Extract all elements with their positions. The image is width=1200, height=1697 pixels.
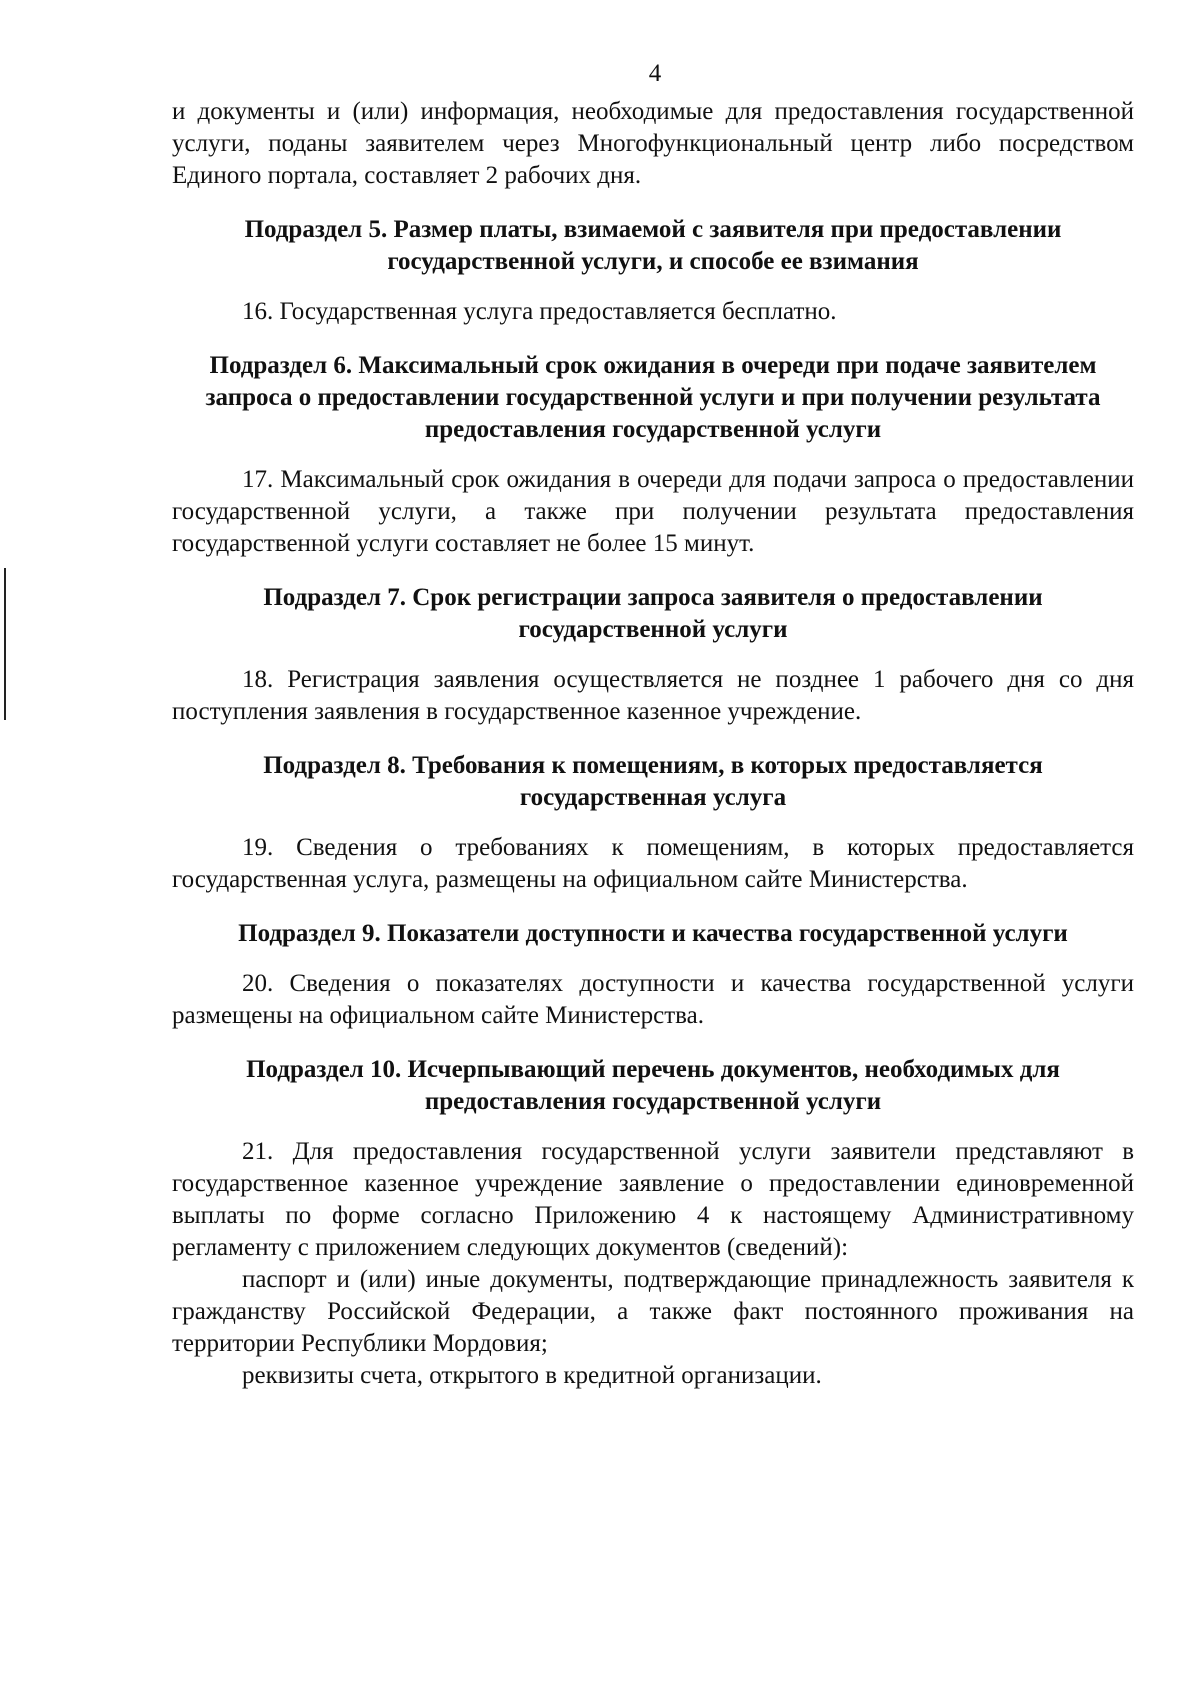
intro-paragraph: и документы и (или) информация, необходимые для предоставления государственной услуги, поданы заявителем через Многофункциональный центр либо посредством Единого портала, составляет 2 рабочих дня. [172, 98, 1134, 189]
paragraph-19: 19. Сведения о требованиях к помещениям, в которых предоставляется государственная услуга, размещены на официальном сайте Министерства. [172, 834, 1134, 893]
section-5-heading: Подраздел 5. Размер платы, взимаемой с заявителя при предоставлении государственной услуги, и способе ее взимания [244, 216, 1062, 275]
document-body [172, 96, 1134, 1392]
document-list-item: реквизиты счета, открытого в кредитной организации. [242, 1362, 822, 1389]
section-8-heading: Подраздел 8. Требования к помещениям, в которых предоставляется государственная услуга [263, 752, 1043, 811]
paragraph-18: 18. Регистрация заявления осуществляется не позднее 1 рабочего дня со дня поступления заявления в государственное казенное учреждение. [172, 666, 1134, 725]
document-list-item: паспорт и (или) иные документы, подтверждающие принадлежность заявителя к гражданству Российской Федерации, а также факт постоянного проживания на территории Республики Мордовия; [172, 1266, 1134, 1357]
paragraph-21: 21. Для предоставления государственной услуги заявители представляют в государственное казенное учреждение заявление о предоставлении единовременной выплаты по форме согласно Приложению 4 к настоящему Административному регламенту с приложением следующих документов (сведений): [172, 1138, 1134, 1261]
paragraph-20: 20. Сведения о показателях доступности и качества государственной услуги размещены на официальном сайте Министерства. [172, 970, 1134, 1029]
margin-mark [4, 568, 6, 720]
section-9-heading: Подраздел 9. Показатели доступности и качества государственной услуги [238, 920, 1068, 947]
section-10-heading: Подраздел 10. Исчерпывающий перечень документов, необходимых для предоставления государственной услуги [246, 1056, 1060, 1115]
page-number: 4 [648, 60, 662, 87]
section-7-heading: Подраздел 7. Срок регистрации запроса заявителя о предоставлении государственной услуги [263, 584, 1043, 643]
paragraph-17: 17. Максимальный срок ожидания в очереди для подачи запроса о предоставлении государственной услуги, а также при получении результата предоставления государственной услуги составляет не более 15 минут. [172, 466, 1134, 557]
paragraph-16: 16. Государственная услуга предоставляется бесплатно. [242, 298, 837, 325]
section-6-heading: Подраздел 6. Максимальный срок ожидания в очереди при подаче заявителем запроса о предоставлении государственной услуги и при получении результата предоставления государственной услуги [205, 352, 1101, 443]
